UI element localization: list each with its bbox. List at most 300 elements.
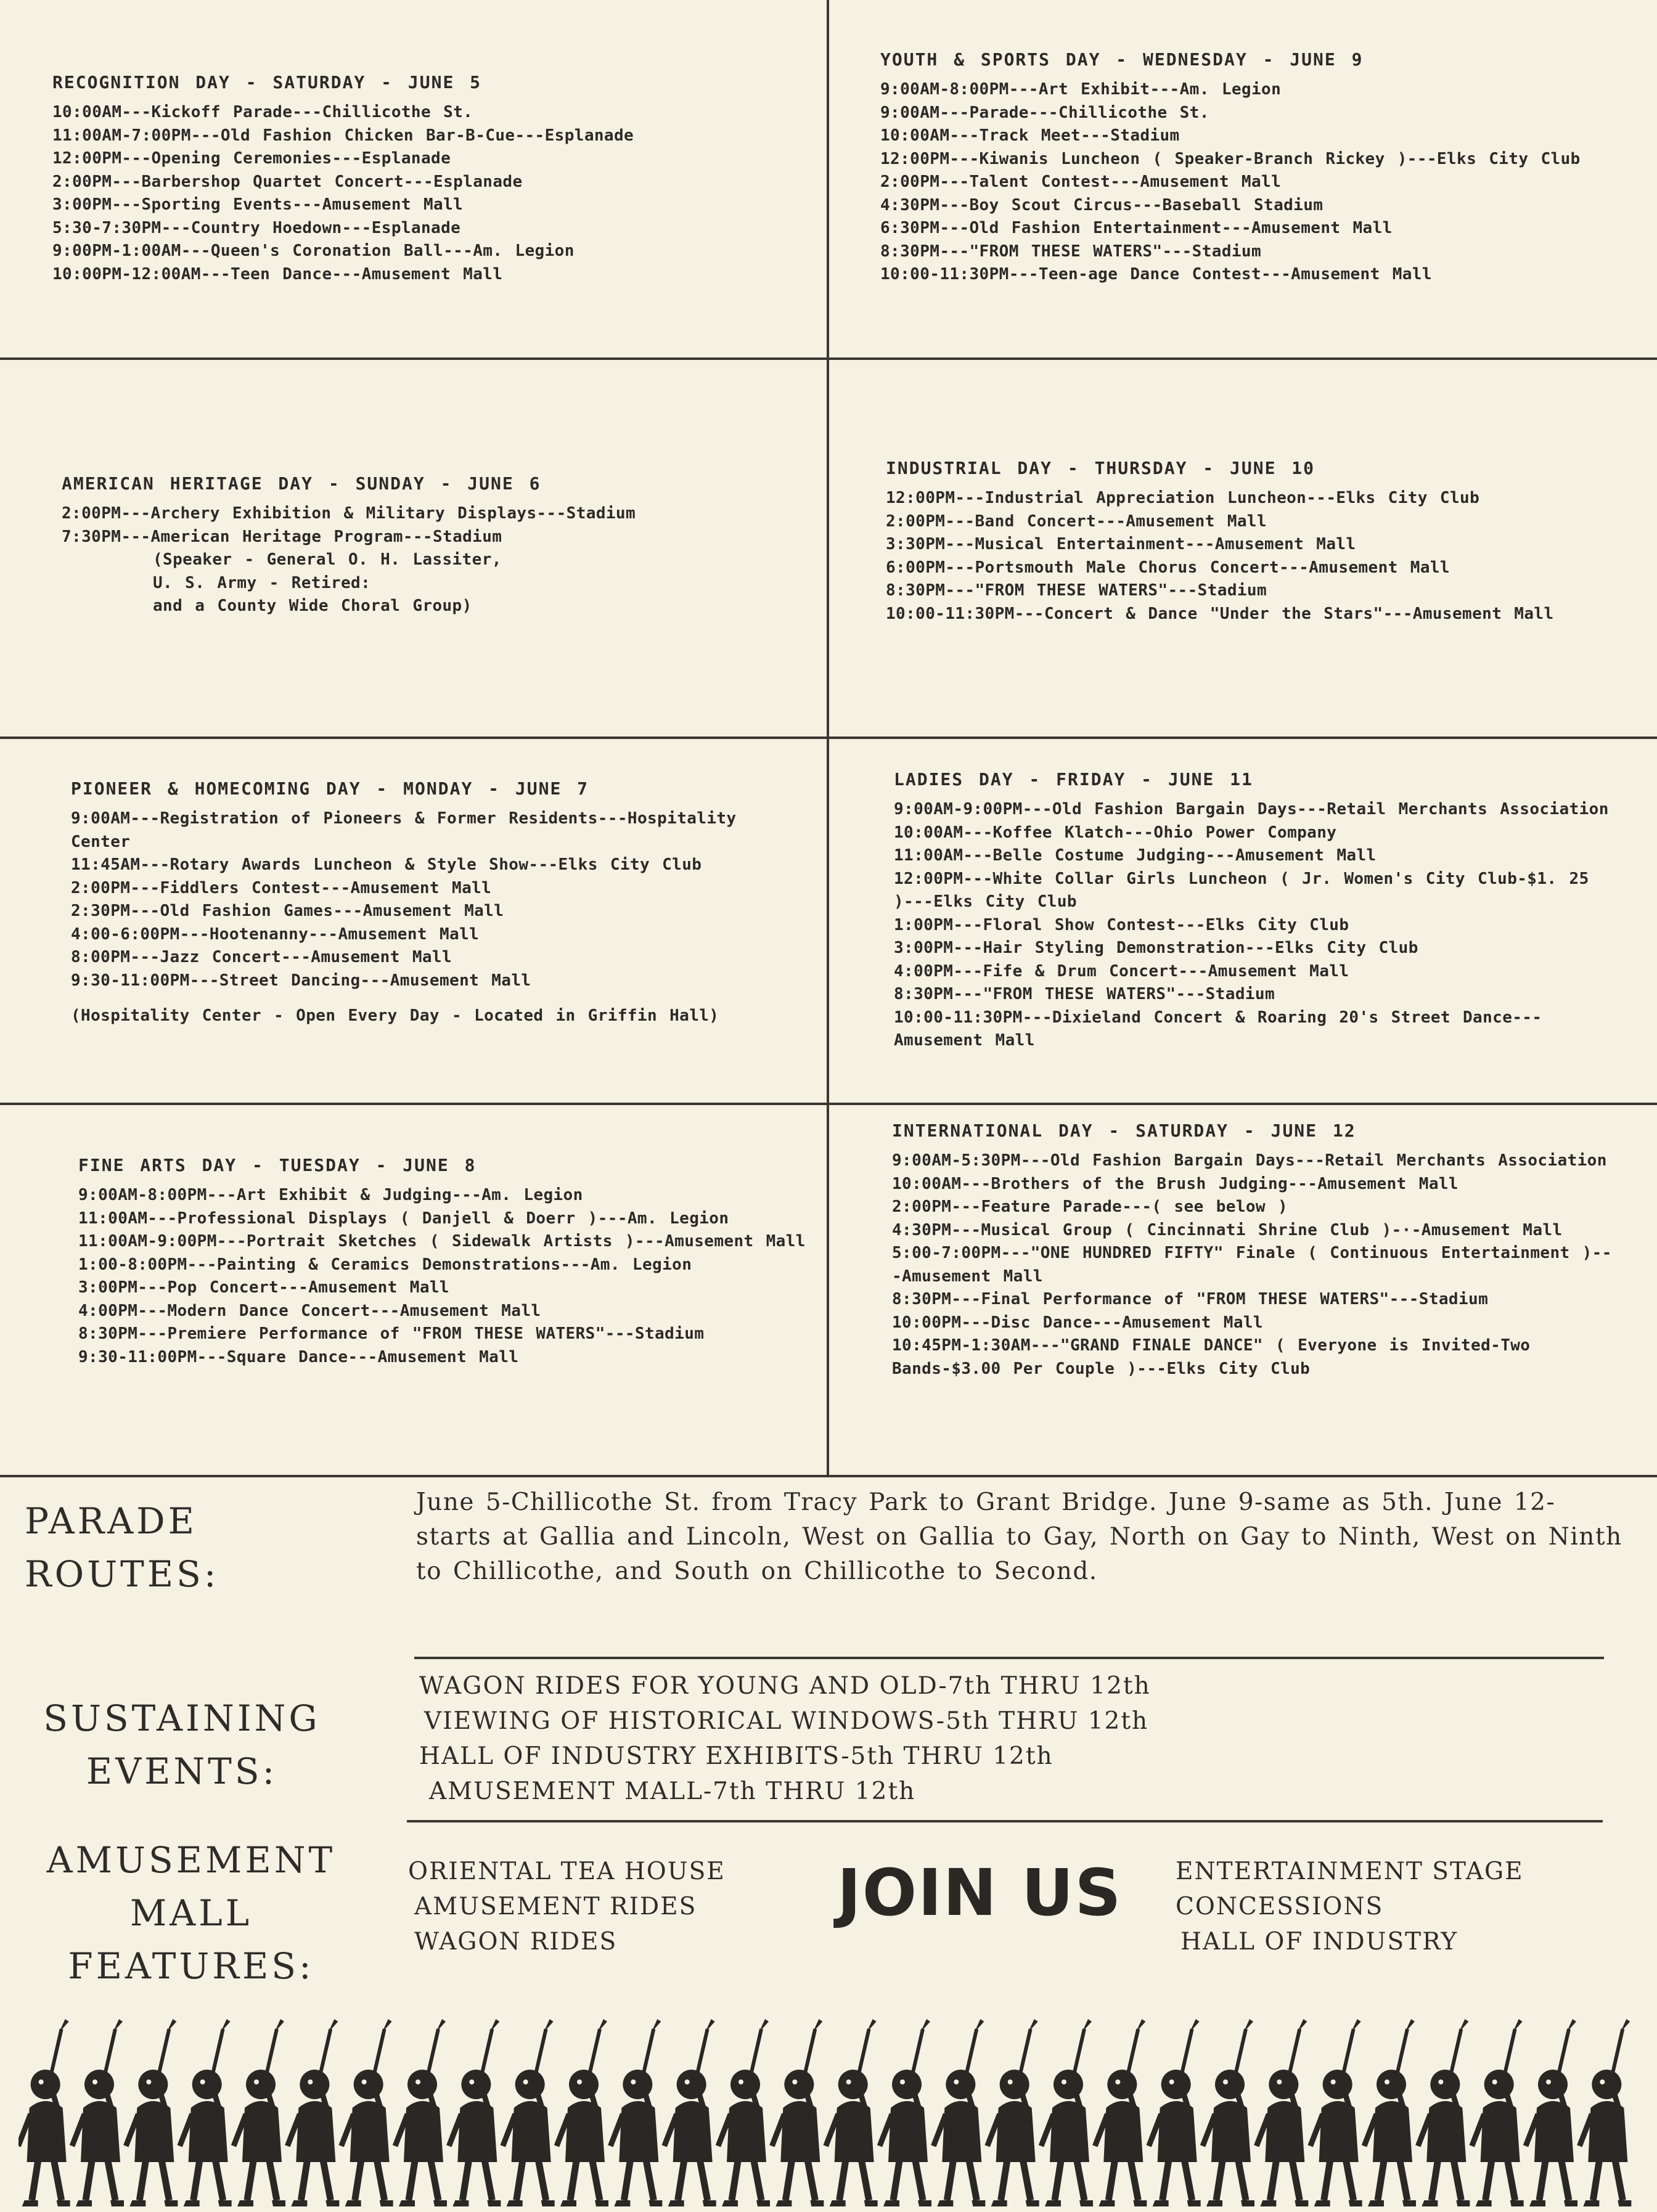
marcher-part <box>291 2200 307 2206</box>
label-line: PARADE <box>25 1500 197 1542</box>
marcher-part <box>1206 2200 1222 2206</box>
event: 4:00-6:00PM---Hootenanny---Amusement Mall <box>71 924 480 944</box>
event: 9:00AM-8:00PM---Art Exhibit---Am. Legion <box>880 80 1282 99</box>
sustaining-item: WAGON RIDES FOR YOUNG AND OLD-7th THRU 12th <box>419 1672 1151 1700</box>
day-title: LADIES DAY - FRIDAY - JUNE 11 <box>894 769 1253 790</box>
event: 3:00PM---Pop Concert---Amusement Mall <box>78 1278 449 1297</box>
marcher-part <box>648 2200 662 2206</box>
marcher-figure <box>395 2019 447 2206</box>
event-list <box>71 807 804 1028</box>
marcher-part <box>780 2101 820 2162</box>
marcher-part <box>1402 2200 1416 2206</box>
marcher-part <box>296 2101 335 2162</box>
marcher-part <box>974 2019 984 2033</box>
row-divider <box>0 357 1657 360</box>
marcher-part <box>113 2019 123 2033</box>
marcher-part <box>595 2200 608 2206</box>
marcher-part <box>81 2101 120 2162</box>
event-list <box>52 101 811 286</box>
marcher-part <box>705 2019 715 2033</box>
event: 9:00AM-9:00PM---Old Fashion Bargain Days---Retail Merchants Association <box>894 800 1609 818</box>
marcher-part <box>592 2161 600 2200</box>
marcher-part <box>1260 2200 1276 2206</box>
event: 2:00PM---Band Concert---Amusement Mall <box>886 512 1267 531</box>
marcher-part <box>415 2079 420 2084</box>
sustaining-events-list <box>419 1668 1344 1809</box>
parade-routes-text: June 5-Chillicothe St. from Tracy Park to Grant Bridge. June 9-same as 5th. June 12-starts at Gallia and Lincoln, West on Gallia to Gay, North on Gay to Ninth, West on Ninth to Chillicothe, and South on Chillicothe to Second. <box>416 1488 1622 1585</box>
marching-band-illustration <box>18 2015 1634 2212</box>
marcher-part <box>624 2161 630 2200</box>
marcher-part <box>539 2161 546 2200</box>
marcher-part <box>1476 2200 1492 2206</box>
marcher-part <box>810 2200 824 2206</box>
marcher-part <box>57 2200 70 2206</box>
section-rule <box>414 1657 1604 1659</box>
event: 9:00PM-1:00AM---Queen's Coronation Ball---Am. Legion <box>52 242 575 260</box>
marcher-part <box>1600 2079 1605 2084</box>
event: 10:00PM---Disc Dance---Amusement Mall <box>892 1313 1263 1332</box>
mall-feature: WAGON RIDES <box>414 1928 618 1956</box>
marcher-part <box>996 2101 1036 2162</box>
sustaining-item: VIEWING OF HISTORICAL WINDOWS-5th THRU 12th <box>424 1707 1149 1735</box>
marcher-part <box>738 2079 743 2084</box>
event: 2:00PM---Feature Parade---( see below ) <box>892 1198 1288 1216</box>
event: 11:00AM---Belle Costume Judging---Amusement Mall <box>894 846 1377 865</box>
marcher-part <box>727 2101 766 2162</box>
event: 10:00AM---Kickoff Parade---Chillicothe St. <box>52 103 473 121</box>
marcher-part <box>1028 2019 1038 2033</box>
marcher-part <box>969 2161 976 2200</box>
marcher-part <box>759 2019 769 2033</box>
marcher-part <box>867 2019 877 2033</box>
marcher-figure <box>342 2019 393 2206</box>
marcher-part <box>915 2161 923 2200</box>
label-line: ROUTES: <box>25 1553 219 1595</box>
marcher-part <box>431 2161 438 2200</box>
marcher-part <box>1241 2200 1254 2206</box>
marcher-part <box>485 2161 492 2200</box>
marcher-part <box>722 2200 738 2206</box>
marcher-figure <box>1256 2019 1308 2206</box>
marcher-part <box>668 2200 684 2206</box>
row-divider <box>0 1103 1657 1105</box>
event: 10:00PM-12:00AM---Teen Dance---Amusement Mall <box>52 264 503 284</box>
event-list <box>894 798 1615 1053</box>
event: 5:00-7:00PM---"ONE HUNDRED FIFTY" Finale ( Continuous Entertainment )---Amusement Mall <box>892 1244 1612 1286</box>
event: 4:30PM---Musical Group ( Cincinnati Shrine Club )-·-Amusement Mall <box>892 1220 1563 1239</box>
marcher-part <box>1270 2161 1276 2200</box>
marcher-part <box>189 2101 228 2162</box>
marcher-part <box>541 2200 555 2206</box>
marcher-part <box>221 2019 231 2033</box>
marcher-figure <box>1418 2019 1470 2206</box>
event: 8:30PM---Final Performance of "FROM THESE WATERS"---Stadium <box>892 1290 1489 1308</box>
row-divider <box>0 1475 1657 1477</box>
mall-features-left <box>408 1854 827 1959</box>
marcher-part <box>218 2200 232 2206</box>
marcher-part <box>1001 2161 1007 2200</box>
event-detail: U. S. Army - Retired: <box>153 573 371 592</box>
event: 6:30PM---Old Fashion Entertainment---Amusement Mall <box>880 219 1393 237</box>
marcher-figure <box>933 2019 985 2206</box>
marcher-part <box>700 2161 708 2200</box>
marcher-part <box>1426 2101 1466 2162</box>
marcher-figure <box>610 2019 662 2206</box>
marcher-part <box>1163 2161 1169 2200</box>
marcher-part <box>954 2079 959 2084</box>
event: 3:30PM---Musical Entertainment---Amusement Mall <box>886 535 1356 553</box>
marcher-figure <box>1095 2019 1147 2206</box>
marcher-part <box>1319 2101 1359 2162</box>
marcher-part <box>325 2200 339 2206</box>
marcher-part <box>59 2019 69 2033</box>
marcher-part <box>614 2200 630 2206</box>
marcher-part <box>308 2079 313 2084</box>
event: 2:00PM---Barbershop Quartet Concert---Esplanade <box>52 172 523 191</box>
event-list <box>62 502 814 618</box>
marcher-part <box>1158 2101 1197 2162</box>
day-recognition <box>52 72 811 286</box>
marcher-part <box>272 2200 285 2206</box>
mall-feature: HALL OF INDUSTRY <box>1180 1928 1459 1956</box>
marcher-part <box>1385 2079 1389 2084</box>
marcher-part <box>1135 2019 1145 2033</box>
marcher-figure <box>1526 2019 1577 2206</box>
event: 4:00PM---Fife & Drum Concert---Amusement Mall <box>894 961 1349 981</box>
marcher-part <box>883 2200 899 2206</box>
marcher-part <box>1082 2019 1092 2033</box>
marcher-part <box>1405 2019 1415 2033</box>
event: 8:00PM---Jazz Concert---Amusement Mall <box>71 948 452 966</box>
marcher-figure <box>772 2019 824 2206</box>
marcher-part <box>269 2161 277 2200</box>
marcher-part <box>462 2161 468 2200</box>
marcher-part <box>1534 2101 1574 2162</box>
event: 10:00-11:30PM---Concert & Dance "Under the Stars"---Amusement Mall <box>886 604 1554 623</box>
marcher-part <box>1618 2200 1631 2206</box>
marcher-figure <box>1041 2019 1093 2206</box>
mall-feature: ENTERTAINMENT STAGE <box>1176 1858 1524 1885</box>
marcher-part <box>835 2101 874 2162</box>
event: 12:00PM---Industrial Appreciation Luncheon---Elks City Club <box>886 489 1480 507</box>
event: 2:00PM---Archery Exhibition & Military Displays---Stadium <box>62 504 636 523</box>
event: 2:00PM---Talent Contest---Amusement Mall <box>880 173 1282 191</box>
day-youth-sports <box>880 49 1608 287</box>
marcher-part <box>1008 2079 1013 2084</box>
marcher-part <box>646 2161 653 2200</box>
marcher-part <box>678 2161 684 2200</box>
marcher-figure <box>1203 2019 1254 2206</box>
marcher-part <box>1349 2200 1362 2206</box>
marcher-part <box>139 2161 145 2200</box>
marcher-part <box>76 2200 92 2206</box>
marcher-part <box>247 2161 253 2200</box>
marcher-part <box>164 2200 178 2206</box>
marcher-part <box>597 2019 607 2033</box>
marcher-part <box>1546 2079 1551 2084</box>
mall-feature: CONCESSIONS <box>1176 1893 1384 1920</box>
marcher-part <box>328 2019 338 2033</box>
day-title: AMERICAN HERITAGE DAY - SUNDAY - JUNE 6 <box>62 473 541 494</box>
marcher-part <box>1583 2200 1599 2206</box>
hospitality-note: (Hospitality Center - Open Every Day - Located in Griffin Hall) <box>71 1006 719 1025</box>
event: 3:00PM---Hair Styling Demonstration---Elks City Club <box>894 939 1418 957</box>
marcher-part <box>1588 2101 1627 2162</box>
marcher-part <box>888 2101 928 2162</box>
marcher-part <box>362 2079 367 2084</box>
marcher-part <box>1431 2161 1438 2200</box>
sustaining-item: AMUSEMENT MALL-7th THRU 12th <box>429 1777 916 1805</box>
day-fine-arts <box>78 1155 818 1369</box>
event: 10:45PM-1:30AM---"GRAND FINALE DANCE" ( Everyone is Invited-Two Bands-$3.00 Per Couple )---Elks City Club <box>892 1336 1543 1378</box>
day-title: YOUTH & SPORTS DAY - WEDNESDAY - JUNE 9 <box>880 49 1364 70</box>
event: 12:00PM---White Collar Girls Luncheon ( Jr. Women's City Club-$1. 25 )---Elks City Club <box>894 869 1602 911</box>
event: 9:30-11:00PM---Square Dance---Amusement Mall <box>78 1347 519 1366</box>
day-industrial <box>886 458 1607 626</box>
event: 5:30-7:30PM---Country Hoedown---Esplanade <box>52 218 461 237</box>
marcher-part <box>565 2101 605 2162</box>
marcher-part <box>382 2019 392 2033</box>
event: 8:30PM---"FROM THESE WATERS"---Stadium <box>886 581 1267 600</box>
label-line: SUSTAINING <box>43 1697 321 1739</box>
label-line: MALL <box>129 1892 253 1934</box>
marcher-part <box>409 2161 415 2200</box>
label-line: FEATURES: <box>68 1945 314 1987</box>
marcher-part <box>512 2101 551 2162</box>
event: 11:00AM---Professional Displays ( Danjell & Doerr )---Am. Legion <box>78 1209 729 1228</box>
marcher-part <box>830 2200 846 2206</box>
marcher-part <box>507 2200 523 2206</box>
marcher-part <box>487 2200 501 2206</box>
marcher-part <box>110 2200 124 2206</box>
marcher-part <box>254 2079 259 2084</box>
marcher-part <box>1295 2200 1308 2206</box>
marcher-part <box>792 2079 797 2084</box>
marcher-part <box>1481 2101 1520 2162</box>
event: 9:00AM---Registration of Pioneers & Former Residents---Hospitality Center <box>71 809 749 851</box>
marcher-part <box>1456 2200 1470 2206</box>
marcher-part <box>1153 2200 1169 2206</box>
marcher-part <box>433 2200 447 2206</box>
marcher-part <box>972 2200 985 2206</box>
marcher-part <box>942 2101 981 2162</box>
marcher-part <box>1265 2101 1304 2162</box>
marcher-part <box>1103 2101 1143 2162</box>
marcher-figure <box>880 2019 931 2206</box>
event: 7:30PM---American Heritage Program---Stadium <box>62 527 502 546</box>
marcher-part <box>846 2079 851 2084</box>
marcher-part <box>631 2079 636 2084</box>
marcher-part <box>1492 2079 1497 2084</box>
event-detail: and a County Wide Choral Group) <box>153 597 472 615</box>
marcher-part <box>1238 2161 1246 2200</box>
day-ladies <box>894 769 1615 1053</box>
marcher-part <box>1297 2019 1307 2033</box>
event: 11:45AM---Rotary Awards Luncheon & Style Show---Elks City Club <box>71 855 702 874</box>
marcher-part <box>1351 2019 1361 2033</box>
marcher-part <box>1026 2200 1039 2206</box>
marcher-part <box>166 2019 176 2033</box>
event: 10:00-11:30PM---Dixieland Concert & Roaring 20's Street Dance---Amusement Mall <box>894 1008 1542 1050</box>
marcher-part <box>237 2200 253 2206</box>
marcher-part <box>1062 2079 1066 2084</box>
marcher-part <box>377 2161 385 2200</box>
event: 12:00PM---Opening Ceremonies---Esplanade <box>52 149 451 168</box>
marcher-part <box>1223 2079 1228 2084</box>
marcher-part <box>864 2200 878 2206</box>
join-us-heading: JOIN US <box>837 1855 1123 1930</box>
marcher-part <box>1023 2161 1031 2200</box>
marcher-part <box>1593 2161 1599 2200</box>
marcher-part <box>812 2019 822 2033</box>
marcher-part <box>436 2019 446 2033</box>
marcher-part <box>489 2019 499 2033</box>
marcher-part <box>452 2200 468 2206</box>
marcher-part <box>1133 2200 1147 2206</box>
marcher-part <box>1620 2019 1630 2033</box>
marcher-figure <box>126 2019 178 2206</box>
marcher-part <box>1108 2161 1115 2200</box>
marcher-part <box>404 2101 443 2162</box>
marcher-part <box>570 2161 576 2200</box>
marcher-part <box>673 2101 713 2162</box>
marcher-part <box>162 2161 169 2200</box>
event-list <box>880 78 1608 287</box>
marcher-part <box>216 2161 223 2200</box>
event: 3:00PM---Sporting Events---Amusement Mall <box>52 195 464 214</box>
marcher-part <box>1099 2200 1115 2206</box>
marcher-part <box>1508 2161 1515 2200</box>
row-divider <box>0 737 1657 739</box>
event-list <box>886 487 1607 626</box>
event-list <box>78 1184 818 1369</box>
marcher-part <box>1422 2200 1438 2206</box>
day-title: INDUSTRIAL DAY - THURSDAY - JUNE 10 <box>886 458 1315 478</box>
marcher-part <box>1055 2161 1061 2200</box>
event: 8:30PM---Premiere Performance of "FROM THESE WATERS"---Stadium <box>78 1324 705 1343</box>
marcher-part <box>200 2079 205 2084</box>
mall-features-right <box>1176 1854 1632 1959</box>
event: 9:00AM---Parade---Chillicothe St. <box>880 103 1209 122</box>
marcher-part <box>1459 2019 1468 2033</box>
marcher-part <box>544 2019 554 2033</box>
marcher-part <box>577 2079 582 2084</box>
day-title: FINE ARTS DAY - TUESDAY - JUNE 8 <box>78 1155 477 1175</box>
event: 9:30-11:00PM---Street Dancing---Amusement Mall <box>71 971 531 990</box>
marcher-figure <box>988 2019 1039 2206</box>
event: 2:30PM---Old Fashion Games---Amusement Mall <box>71 902 504 920</box>
marcher-part <box>732 2161 738 2200</box>
marcher-part <box>1079 2200 1093 2206</box>
sustaining-item: HALL OF INDUSTRY EXHIBITS-5th THRU 12th <box>419 1742 1054 1770</box>
event: 11:00AM-7:00PM---Old Fashion Chicken Bar-B-Cue---Esplanade <box>52 126 634 145</box>
marcher-part <box>918 2200 931 2206</box>
marcher-part <box>1373 2101 1412 2162</box>
marcher-part <box>1454 2161 1461 2200</box>
marcher-part <box>1190 2019 1200 2033</box>
marcher-part <box>1131 2161 1138 2200</box>
marcher-figure <box>665 2019 716 2206</box>
marcher-figure <box>72 2019 124 2206</box>
marcher-part <box>1368 2200 1384 2206</box>
marcher-part <box>1346 2161 1354 2200</box>
marcher-part <box>862 2161 869 2200</box>
marcher-part <box>619 2101 658 2162</box>
day-title: PIONEER & HOMECOMING DAY - MONDAY - JUNE 7 <box>71 778 589 799</box>
day-title: RECOGNITION DAY - SATURDAY - JUNE 5 <box>52 72 482 92</box>
marcher-part <box>86 2161 92 2200</box>
marcher-figure <box>180 2019 232 2206</box>
marcher-figure <box>287 2019 339 2206</box>
marcher-part <box>350 2101 390 2162</box>
marcher-part <box>129 2200 145 2206</box>
event: 1:00PM---Floral Show Contest---Elks City Club <box>894 915 1349 934</box>
event: 10:00AM---Koffee Klatch---Ohio Power Company <box>894 823 1337 842</box>
marcher-part <box>1314 2200 1330 2206</box>
marcher-part <box>920 2019 930 2033</box>
marcher-part <box>1486 2161 1492 2200</box>
marcher-part <box>1529 2200 1545 2206</box>
marcher-part <box>756 2200 770 2206</box>
event: 4:30PM---Boy Scout Circus---Baseball Stadium <box>880 195 1324 214</box>
marcher-part <box>457 2101 497 2162</box>
marcher-part <box>1292 2161 1299 2200</box>
marcher-part <box>775 2200 792 2206</box>
marcher-figure <box>1579 2019 1631 2206</box>
marcher-figure <box>1149 2019 1201 2206</box>
marcher-part <box>1564 2200 1577 2206</box>
marcher-part <box>1331 2079 1336 2084</box>
marcher-figure <box>449 2019 501 2206</box>
sustaining-events-label <box>25 1692 339 1798</box>
marcher-part <box>517 2161 523 2200</box>
marcher-part <box>1324 2161 1330 2200</box>
marcher-part <box>380 2200 393 2206</box>
marcher-part <box>947 2161 953 2200</box>
section-rule <box>407 1820 1603 1822</box>
marcher-part <box>32 2161 38 2200</box>
marcher-part <box>92 2079 97 2084</box>
marcher-part <box>345 2200 361 2206</box>
marcher-part <box>242 2101 282 2162</box>
marcher-part <box>1211 2101 1251 2162</box>
marcher-part <box>54 2161 62 2200</box>
marcher-part <box>1378 2161 1384 2200</box>
marcher-part <box>937 2200 953 2206</box>
marcher-part <box>108 2161 115 2200</box>
marcher-part <box>1513 2019 1523 2033</box>
marcher-part <box>840 2161 846 2200</box>
marcher-figure <box>234 2019 285 2206</box>
marcher-part <box>355 2161 361 2200</box>
marcher-figure <box>1472 2019 1524 2206</box>
marcher-part <box>651 2019 661 2033</box>
marcher-part <box>1115 2079 1120 2084</box>
marcher-part <box>146 2079 151 2084</box>
marcher-part <box>27 2101 67 2162</box>
marcher-figure <box>826 2019 878 2206</box>
marcher-figure <box>718 2019 770 2206</box>
marcher-part <box>1277 2079 1282 2084</box>
marcher-part <box>184 2200 200 2206</box>
event-detail: (Speaker - General O. H. Lassiter, <box>153 550 502 569</box>
marcher-part <box>1615 2161 1622 2200</box>
marcher-part <box>1050 2101 1089 2162</box>
event: 12:00PM---Kiwanis Luncheon ( Speaker-Branch Rickey )---Elks City Club <box>880 149 1581 168</box>
event-list <box>892 1149 1616 1381</box>
day-international <box>892 1120 1616 1381</box>
marcher-part <box>991 2200 1007 2206</box>
